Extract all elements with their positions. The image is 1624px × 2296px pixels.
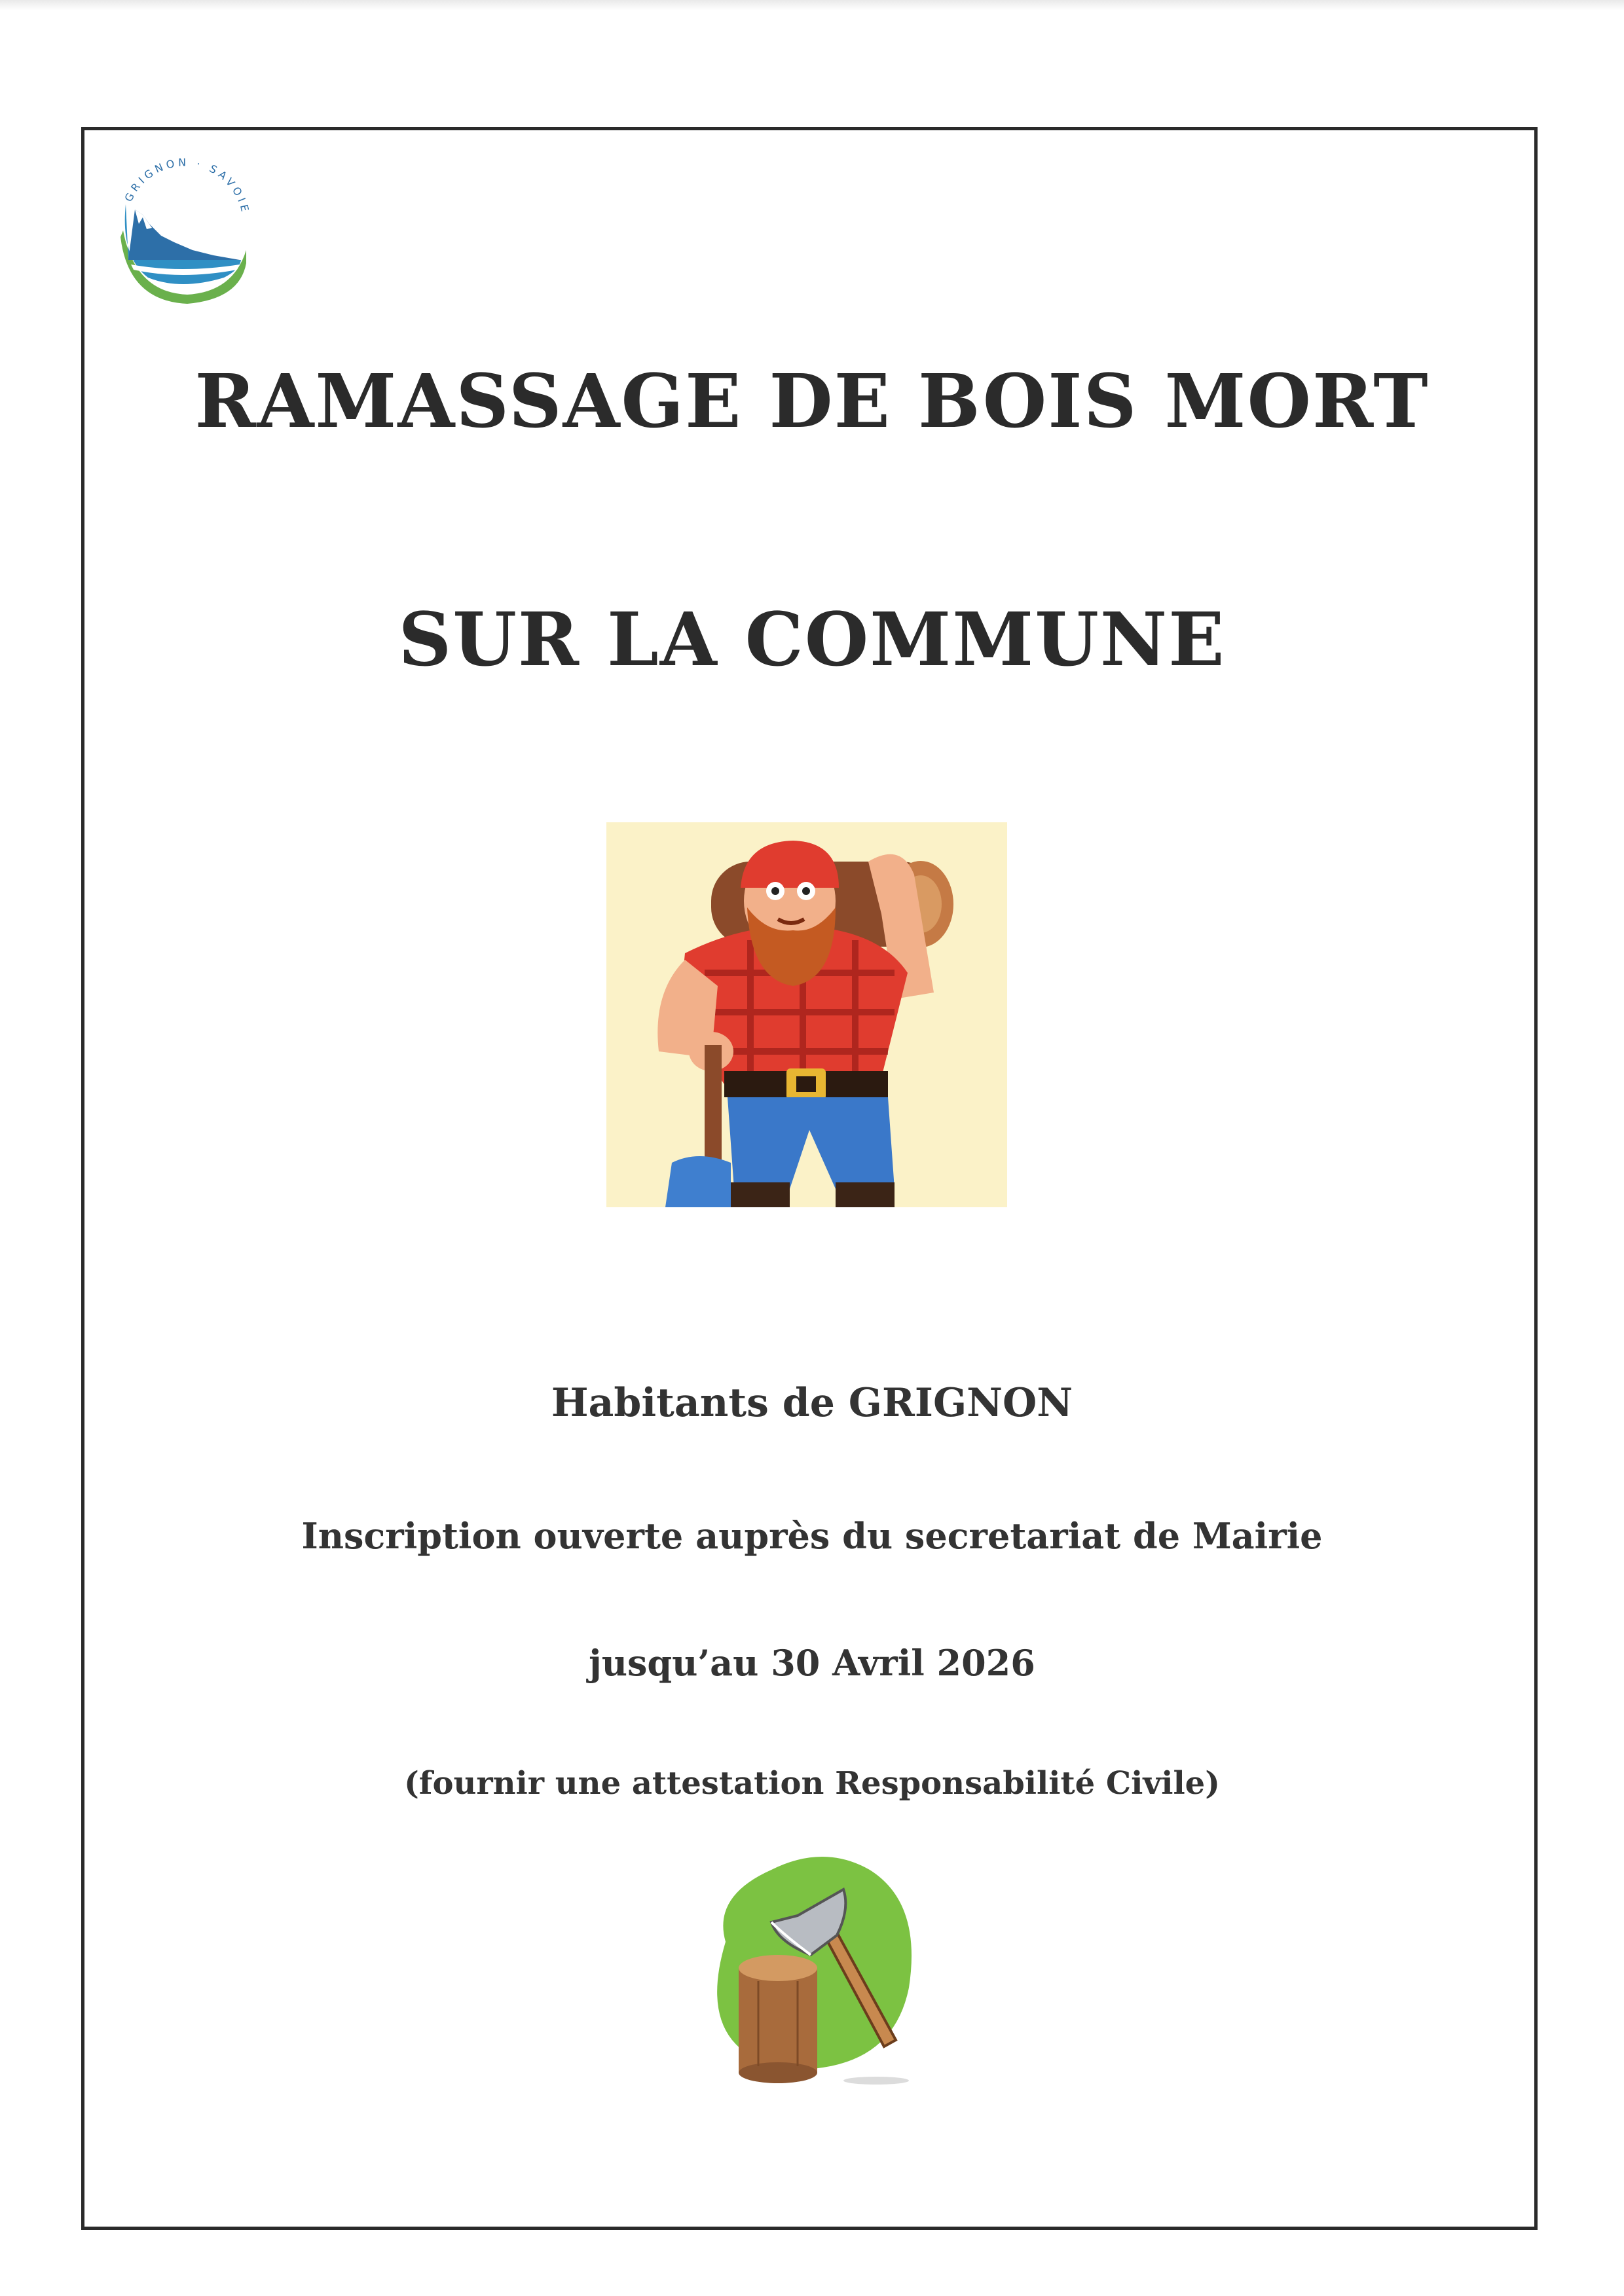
residents-text: Habitants de GRIGNON bbox=[551, 1380, 1073, 1426]
poster-title-line1: RAMASSAGE DE BOIS MORT bbox=[194, 359, 1430, 445]
deadline-text: jusqu’au 30 Avril 2026 bbox=[589, 1642, 1035, 1684]
axe-in-stump-icon bbox=[699, 1844, 932, 2094]
grignon-logo bbox=[109, 152, 259, 309]
lumberjack-illustration bbox=[606, 822, 1007, 1207]
scan-edge bbox=[0, 0, 1624, 10]
svg-text:GRIGNON · SAVOIE: GRIGNON · SAVOIE bbox=[122, 156, 252, 216]
poster-title-line2: SUR LA COMMUNE bbox=[398, 597, 1226, 683]
registration-text: Inscription ouverte auprès du secretariat de Mairie bbox=[301, 1515, 1323, 1557]
requirement-text: (fournir une attestation Responsabilité Civile) bbox=[404, 1765, 1220, 1802]
